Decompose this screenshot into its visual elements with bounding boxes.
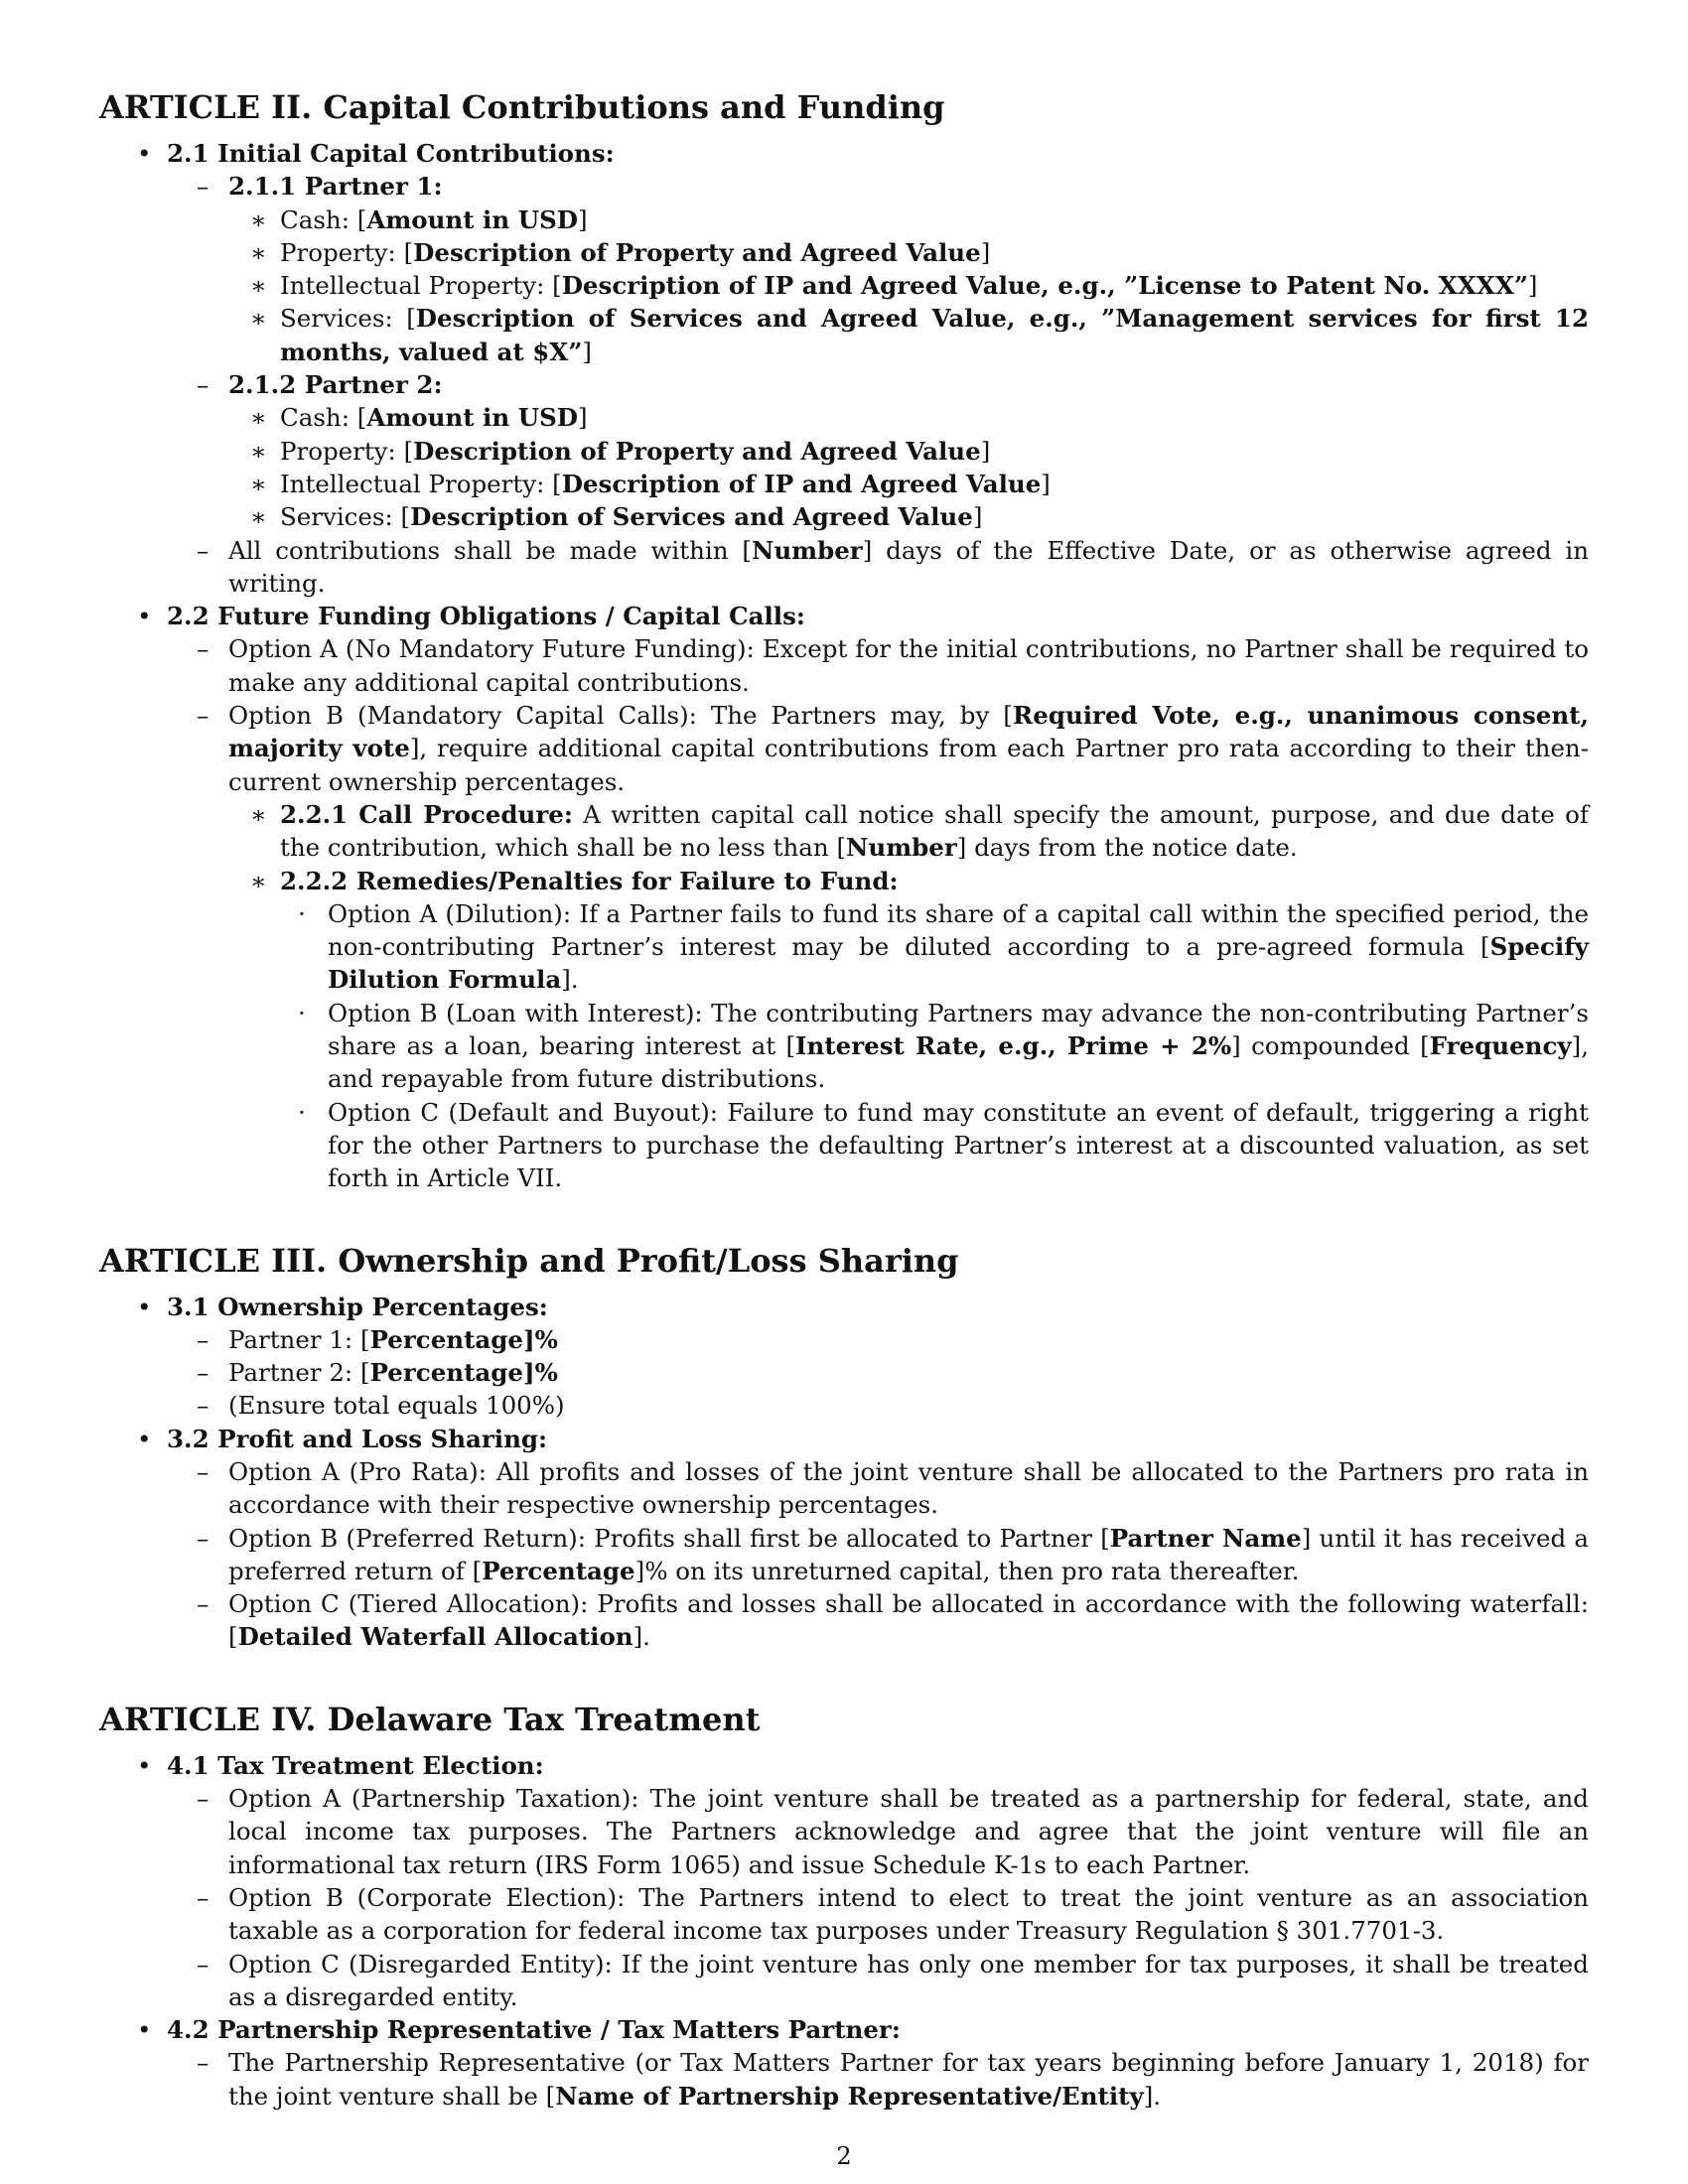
dash-marker: – [197,1882,210,1912]
profit-option-b: – Option B (Preferred Return): Profits shall first be allocated to Partner [Partner Name] until it has received a preferred return of [Percentage]% on its unreturned capital, then pro rata thereafter. [197,1523,1589,1585]
partner-1-ip: ∗ Intellectual Property: [Description of IP and Agreed Value, e.g., ”License to Patent No. XXXX”] [99,269,1589,302]
tax-option-c: – Option C (Disregarded Entity): If the joint venture has only one member for tax purposes, it shall be treated as a disregarded entity. [197,1949,1589,2011]
bullet-marker: • [137,2015,152,2045]
placeholder-field: Percentage [369,1324,524,1354]
partner-1-services: ∗ Services: [Description of Services and Agreed Value, e.g., ”Management services for first 12 months, valued at $X”] [250,304,1589,366]
partner-2-services: ∗ Services: [Description of Services and Agreed Value] [99,500,1589,533]
placeholder-field: Description of IP and Agreed Value, e.g., ”License to Patent No. XXXX” [561,271,1528,301]
partner-1-heading: 2.1.1 Partner 1: [228,172,443,202]
partner-2-property: ∗ Property: [Description of Property and Agreed Value] [99,435,1589,468]
remedies-heading: 2.2.2 Remedies/Penalties for Failure to Fund: [280,866,899,895]
placeholder-field: Amount in USD [366,403,579,433]
call-procedure: ∗ 2.2.1 Call Procedure: A written capital call notice shall specify the amount, purpose, and due date of the contribution, which shall be no less than [Number] days from the notice date. [250,799,1589,863]
partner-1-property: ∗ Property: [Description of Property and Agreed Value] [99,236,1589,269]
placeholder-field: Specify Dilution Formula [328,932,1589,995]
section-2-1-heading: 2.1 Initial Capital Contributions: [167,139,615,168]
placeholder-field: Percentage [369,1358,524,1388]
placeholder-field: Number [751,535,863,565]
placeholder-field: Detailed Waterfall Allocation [237,1622,633,1652]
partnership-representative: – The Partnership Representative (or Tax Matters Partner for tax years beginning before January 1, 2018) for the joint venture shall be [Name of Partnership Representative/Entity]. [197,2048,1589,2111]
partner-1-cash: ∗ Cash: [Amount in USD] [99,204,1589,236]
section-3-1 [99,1291,1589,1323]
bullet-marker: • [137,1424,152,1453]
section-2-2-heading: 2.2 Future Funding Obligations / Capital Calls: [167,602,805,631]
dash-marker: – [197,1324,210,1354]
contribution-timing: – All contributions shall be made within [Number] days of the Effective Date, or as otherwise agreed in writing. [197,535,1589,598]
dash-marker: – [197,1949,210,1979]
placeholder-field: Description of IP and Agreed Value [561,469,1042,498]
profit-option-a: – Option A (Pro Rata): All profits and losses of the joint venture shall be allocated to the Partners pro rata in accordance with their respective ownership percentages. [197,1456,1589,1520]
bullet-marker: • [137,1750,152,1780]
profit-option-c: – Option C (Tiered Allocation): Profits and losses shall be allocated in accordance with the following waterfall: [Detailed Waterfall Allocation]. [197,1589,1589,1652]
placeholder-field: Interest Rate, e.g., Prime + 2% [795,1031,1232,1061]
partner-2-heading-item [99,368,1589,401]
ownership-note: – (Ensure total equals 100%) [99,1389,1589,1422]
asterisk-marker: ∗ [250,799,267,829]
section-2-2 [99,600,1589,632]
partner-2-heading: 2.1.2 Partner 2: [228,370,443,400]
tax-option-b: – Option B (Corporate Election): The Partners intend to elect to treat the joint venture as an association taxable as a corporation for federal income tax purposes under Treasury Regulation § 301.7701-3. [197,1882,1589,1946]
section-4-2 [99,2013,1589,2046]
remedies-heading-item [99,865,1589,897]
asterisk-marker: ∗ [250,866,267,895]
remedy-option-a: · Option A (Dilution): If a Partner fails to fund its share of a capital call within the specified period, the non-contributing Partner’s interest may be diluted according to a pre-agreed formula [Specify Dilution Formula]. [298,898,1589,995]
partner-2-cash: ∗ Cash: [Amount in USD] [99,401,1589,434]
partner-2-ip: ∗ Intellectual Property: [Description of IP and Agreed Value] [99,468,1589,500]
page-number: 2 [836,2142,852,2170]
asterisk-marker: ∗ [250,205,267,234]
dash-marker: – [197,535,210,565]
asterisk-marker: ∗ [250,304,267,334]
dash-marker: – [197,172,210,202]
asterisk-marker: ∗ [250,237,267,267]
section-2-1 [99,137,1589,170]
dot-marker: · [298,998,306,1027]
partner-1-heading-item [99,170,1589,203]
section-4-1 [99,1749,1589,1782]
placeholder-field: Frequency [1429,1031,1572,1061]
bullet-marker: • [137,602,152,631]
funding-option-a: – Option A (No Mandatory Future Funding): Except for the initial contributions, no Partner shall be required to make any additional capital contributions. [197,634,1589,697]
placeholder-field: Number [846,833,957,863]
placeholder-field: Percentage [482,1556,635,1585]
placeholder-field: Description of Property and Agreed Value [413,237,981,267]
funding-option-b: – Option B (Mandatory Capital Calls): The Partners may, by [Required Vote, e.g., unanimous consent, majority vote], require additional capital contributions from each Partner pro rata according to their then-current ownership percentages. [197,701,1590,796]
dash-marker: – [197,370,210,400]
asterisk-marker: ∗ [250,469,267,498]
asterisk-marker: ∗ [250,403,267,433]
dot-marker: · [298,1097,306,1127]
placeholder-field: Name of Partnership Representative/Entity [555,2081,1144,2111]
asterisk-marker: ∗ [250,271,267,301]
dash-marker: – [197,1784,210,1814]
section-4-2-heading: 4.2 Partnership Representative / Tax Matters Partner: [167,2015,901,2045]
dash-marker: – [197,1391,210,1421]
dash-marker: – [197,1589,210,1619]
section-4-1-heading: 4.1 Tax Treatment Election: [167,1750,544,1780]
section-3-2 [99,1423,1589,1455]
placeholder-field: Description of Services and Agreed Value [410,502,973,532]
placeholder-field: Description of Property and Agreed Value [413,436,981,466]
tax-option-a: – Option A (Partnership Taxation): The joint venture shall be treated as a partnership for federal, state, and local income tax purposes. The Partners acknowledge and agree that the joint venture will file an informational tax return (IRS Form 1065) and issue Schedule K-1s to each Partner. [197,1784,1589,1879]
section-3-1-heading: 3.1 Ownership Percentages: [167,1292,548,1321]
dash-marker: – [197,1358,210,1388]
dash-marker: – [197,2048,210,2078]
placeholder-field: Partner Name [1109,1523,1302,1553]
remedy-option-c: · Option C (Default and Buyout): Failure to fund may constitute an event of default, triggering a right for the other Partners to purchase the defaulting Partner’s interest at a discounted valuation, as set forth in Article VII. [298,1097,1589,1193]
placeholder-field: Required Vote, e.g., unanimous consent, majority vote [228,701,1590,763]
dash-marker: – [197,634,210,664]
asterisk-marker: ∗ [250,502,267,532]
call-procedure-heading: 2.2.1 Call Procedure: [280,799,573,829]
asterisk-marker: ∗ [250,436,267,466]
ownership-partner-1: – Partner 1: [Percentage]% [99,1323,1589,1356]
dot-marker: · [298,898,306,928]
placeholder-field: Amount in USD [366,205,579,234]
dash-marker: – [197,1523,210,1553]
section-3-2-heading: 3.2 Profit and Loss Sharing: [167,1424,548,1453]
placeholder-field: Description of Services and Agreed Value, e.g., ”Management services for first 12 months, valued at $X” [280,304,1589,366]
article-4-heading: ARTICLE IV. Delaware Tax Treatment [99,1700,761,1738]
bullet-marker: • [137,1292,152,1321]
ownership-partner-2: – Partner 2: [Percentage]% [99,1356,1589,1389]
bullet-marker: • [137,139,152,168]
dash-marker: – [197,701,210,731]
dash-marker: – [197,1456,210,1486]
article-3-heading: ARTICLE III. Ownership and Profit/Loss Sharing [99,1241,959,1280]
article-2-heading: ARTICLE II. Capital Contributions and Funding [99,88,945,126]
remedy-option-b: · Option B (Loan with Interest): The contributing Partners may advance the non-contributing Partner’s share as a loan, bearing interest at [Interest Rate, e.g., Prime + 2%] compounded [Frequency], and repayable from future distributions. [298,998,1589,1094]
